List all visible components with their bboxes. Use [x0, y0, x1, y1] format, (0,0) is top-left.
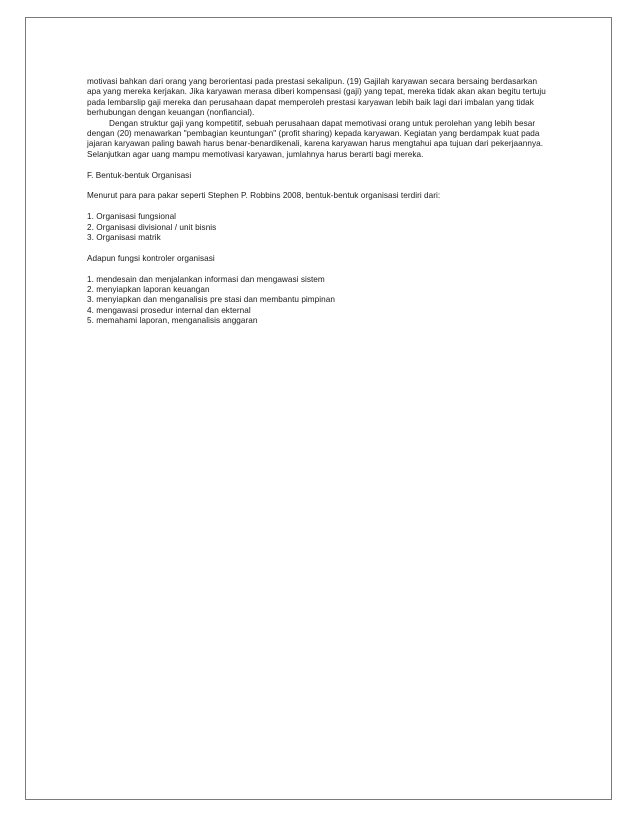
list-item: 5. memahami laporan, menganalisis anggaran	[87, 316, 258, 326]
spacer	[87, 181, 547, 191]
list-item: 3. menyiapkan dan menganalisis pre stasi dan membantu pimpinan	[87, 295, 335, 305]
list-item: 2. Organisasi divisional / unit bisnis	[87, 222, 217, 232]
list-item: 2. menyiapkan laporan keuangan	[87, 285, 210, 295]
org-forms-list	[87, 212, 547, 243]
paragraph-motivation: motivasi bahkan dari orang yang berorientasi pada prestasi sekalipun. (19) Gajilah karyawan secara bersaing berdasarkan apa yang mereka kerjakan. Jika karyawan merasa diberi kompensasi (gaji) yang tepat, mereka tidak akan akan begitu tertuju pada lembarslip gaji mereka dan perusahaan dapat memperoleh prestasi karyawan lebih baik lagi dari imbalan yang tidak berhubungan dengan keuangan (nonfiancial).	[87, 77, 546, 118]
controller-heading: Adapun fungsi kontroler organisasi	[87, 253, 215, 263]
spacer	[87, 160, 547, 170]
list-item: 3. Organisasi matrik	[87, 233, 161, 243]
list-item: 1. mendesain dan menjalankan informasi dan mengawasi sistem	[87, 274, 325, 284]
controller-functions-list	[87, 275, 547, 327]
spacer	[87, 202, 547, 212]
paragraph-salary-structure: Dengan struktur gaji yang kompetitif, sebuah perusahaan dapat memotivasi orang untuk perolehan yang lebih besar dengan (20) menawarkan "pembagian keuntungan" (profit sharing) kepada karyawan. Kegiatan yang berdampak kuat pada jajaran karyawan paling bawah harus benar-benardikenali, karena karyawan harus mengtahui apa tujuan dari pekerjaannya. Selanjutkan agar uang mampu memotivasi karyawan, jumlahnya harus berarti bagi mereka.	[87, 118, 544, 159]
intro-line: Menurut para para pakar seperti Stephen P. Robbins 2008, bentuk-bentuk organisasi terdiri dari:	[87, 191, 441, 201]
list-item: 1. Organisasi fungsional	[87, 212, 177, 222]
section-heading: F. Bentuk-bentuk Organisasi	[87, 170, 192, 180]
page-content	[87, 77, 547, 327]
spacer	[87, 243, 547, 253]
list-item: 4. mengawasi prosedur internal dan ekternal	[87, 305, 251, 315]
spacer	[87, 264, 547, 274]
document-page	[25, 17, 612, 800]
